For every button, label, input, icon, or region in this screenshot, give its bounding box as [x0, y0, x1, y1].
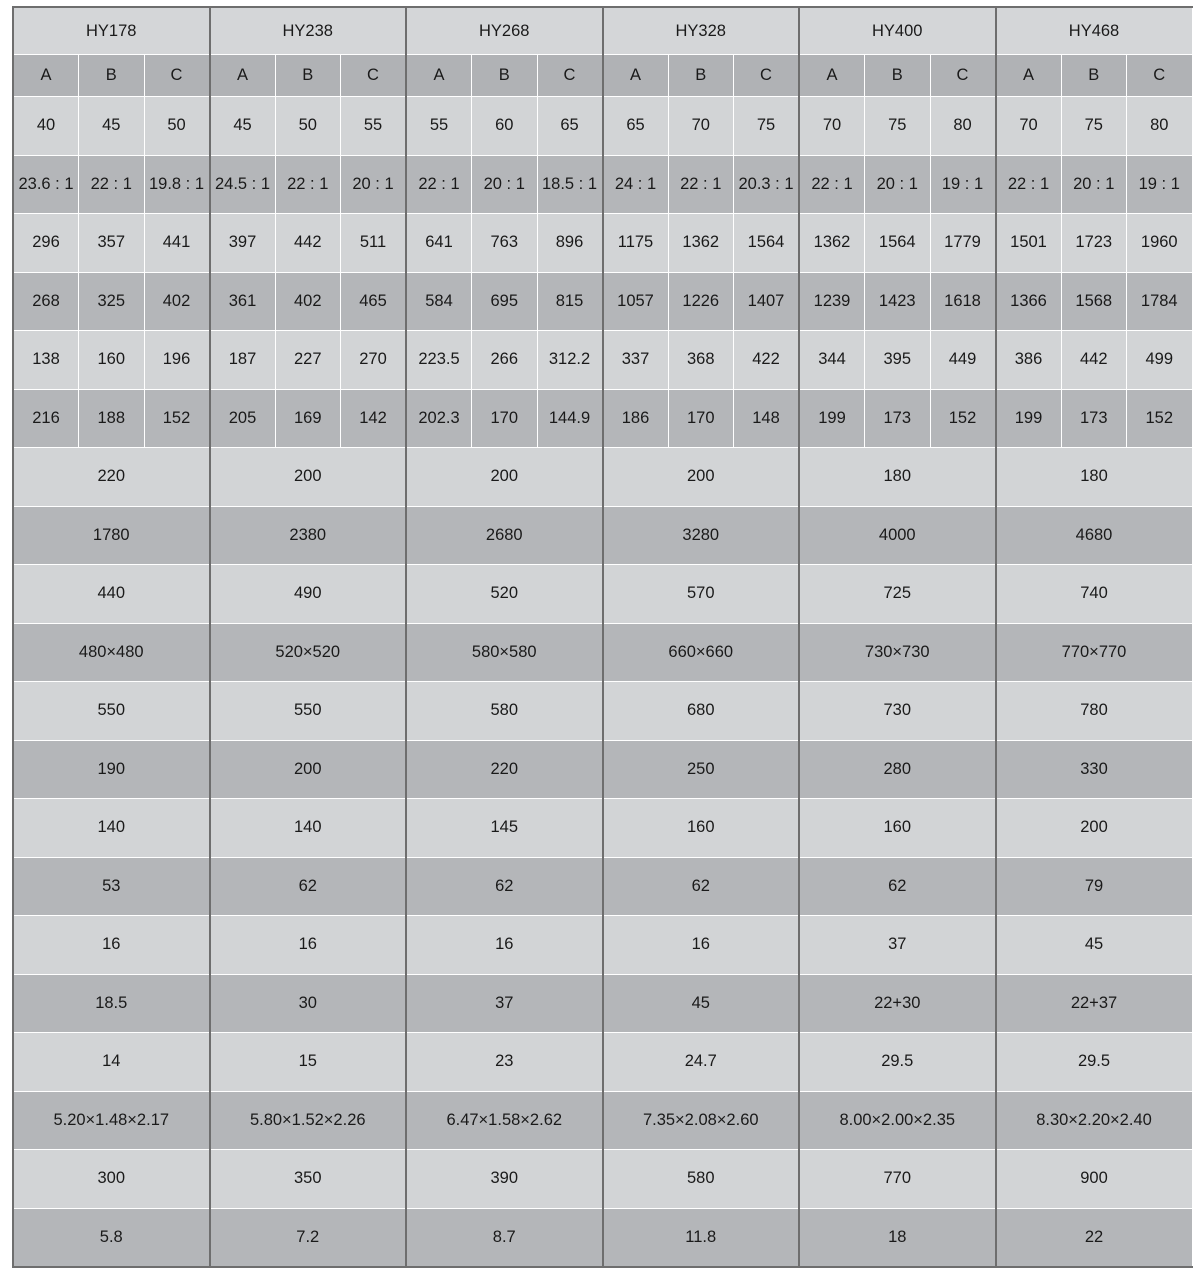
- table-cell: 1226: [668, 272, 734, 331]
- table-cell: 148: [734, 389, 800, 448]
- table-cell: 20 : 1: [1061, 155, 1127, 214]
- table-row: [13, 799, 1192, 858]
- table-cell: 2680: [406, 506, 603, 565]
- table-cell: 200: [603, 448, 800, 507]
- table-cell: 5.80×1.52×2.26: [210, 1091, 407, 1150]
- table-cell: 580×580: [406, 623, 603, 682]
- table-cell: 520: [406, 565, 603, 624]
- table-cell: 173: [865, 389, 931, 448]
- table-cell: 7.2: [210, 1208, 407, 1267]
- table-cell: 45: [603, 974, 800, 1033]
- table-cell: 220: [13, 448, 210, 507]
- model-header: HY178: [13, 7, 210, 55]
- table-cell: 22: [996, 1208, 1193, 1267]
- table-cell: 402: [275, 272, 341, 331]
- table-cell: 11.8: [603, 1208, 800, 1267]
- table-cell: 142: [341, 389, 407, 448]
- table-cell: 75: [865, 97, 931, 156]
- table-cell: 280: [799, 740, 996, 799]
- spec-table: [12, 6, 1193, 1268]
- table-cell: 188: [79, 389, 145, 448]
- table-cell: 5.20×1.48×2.17: [13, 1091, 210, 1150]
- table-cell: 24 : 1: [603, 155, 669, 214]
- table-cell: 37: [406, 974, 603, 1033]
- table-cell: 442: [1061, 331, 1127, 390]
- table-cell: 138: [13, 331, 79, 390]
- table-cell: 1423: [865, 272, 931, 331]
- table-cell: 19 : 1: [1127, 155, 1193, 214]
- table-cell: 344: [799, 331, 865, 390]
- model-header: HY268: [406, 7, 603, 55]
- table-cell: 30: [210, 974, 407, 1033]
- table-cell: 186: [603, 389, 669, 448]
- model-header: HY468: [996, 7, 1193, 55]
- table-cell: 511: [341, 214, 407, 273]
- table-cell: 442: [275, 214, 341, 273]
- table-cell: 4000: [799, 506, 996, 565]
- table-cell: 1723: [1061, 214, 1127, 273]
- table-row: [13, 155, 1192, 214]
- table-cell: 18.5: [13, 974, 210, 1033]
- table-cell: 441: [144, 214, 210, 273]
- table-cell: 152: [930, 389, 996, 448]
- table-cell: 223.5: [406, 331, 472, 390]
- table-cell: 580: [406, 682, 603, 741]
- table-cell: 62: [210, 857, 407, 916]
- table-cell: 199: [996, 389, 1062, 448]
- table-cell: 8.30×2.20×2.40: [996, 1091, 1193, 1150]
- table-cell: 3280: [603, 506, 800, 565]
- model-header-row: [13, 7, 1192, 55]
- table-row: [13, 565, 1192, 624]
- table-cell: 1568: [1061, 272, 1127, 331]
- table-cell: 22 : 1: [799, 155, 865, 214]
- table-row: [13, 506, 1192, 565]
- table-cell: 50: [144, 97, 210, 156]
- table-row: [13, 97, 1192, 156]
- table-cell: 15: [210, 1033, 407, 1092]
- table-row: [13, 974, 1192, 1033]
- table-cell: 725: [799, 565, 996, 624]
- table-cell: 40: [13, 97, 79, 156]
- table-cell: 1175: [603, 214, 669, 273]
- table-cell: 266: [472, 331, 538, 390]
- table-cell: 1057: [603, 272, 669, 331]
- table-cell: 402: [144, 272, 210, 331]
- table-cell: 1239: [799, 272, 865, 331]
- table-cell: 330: [996, 740, 1193, 799]
- table-cell: 29.5: [996, 1033, 1193, 1092]
- table-cell: 216: [13, 389, 79, 448]
- table-cell: 780: [996, 682, 1193, 741]
- variant-header: C: [341, 55, 407, 97]
- table-cell: 440: [13, 565, 210, 624]
- table-cell: 763: [472, 214, 538, 273]
- table-row: [13, 331, 1192, 390]
- variant-header: B: [79, 55, 145, 97]
- variant-header: B: [1061, 55, 1127, 97]
- table-cell: 4680: [996, 506, 1193, 565]
- table-cell: 20 : 1: [341, 155, 407, 214]
- table-cell: 770×770: [996, 623, 1193, 682]
- table-cell: 24.7: [603, 1033, 800, 1092]
- table-cell: 16: [406, 916, 603, 975]
- table-cell: 60: [472, 97, 538, 156]
- table-cell: 145: [406, 799, 603, 858]
- table-cell: 18.5 : 1: [537, 155, 603, 214]
- table-cell: 422: [734, 331, 800, 390]
- table-cell: 75: [1061, 97, 1127, 156]
- table-cell: 37: [799, 916, 996, 975]
- table-cell: 144.9: [537, 389, 603, 448]
- table-cell: 390: [406, 1150, 603, 1209]
- table-cell: 1780: [13, 506, 210, 565]
- table-cell: 730×730: [799, 623, 996, 682]
- table-cell: 16: [210, 916, 407, 975]
- table-cell: 200: [996, 799, 1193, 858]
- table-cell: 896: [537, 214, 603, 273]
- table-cell: 22 : 1: [668, 155, 734, 214]
- variant-header: B: [472, 55, 538, 97]
- table-cell: 20 : 1: [472, 155, 538, 214]
- table-cell: 1366: [996, 272, 1062, 331]
- table-cell: 1779: [930, 214, 996, 273]
- table-cell: 199: [799, 389, 865, 448]
- table-row: [13, 1091, 1192, 1150]
- variant-header: B: [668, 55, 734, 97]
- table-cell: 5.8: [13, 1208, 210, 1267]
- table-row: [13, 1150, 1192, 1209]
- table-cell: 62: [406, 857, 603, 916]
- table-cell: 815: [537, 272, 603, 331]
- table-cell: 180: [996, 448, 1193, 507]
- table-cell: 70: [668, 97, 734, 156]
- table-cell: 202.3: [406, 389, 472, 448]
- variant-header: C: [1127, 55, 1193, 97]
- table-cell: 1501: [996, 214, 1062, 273]
- table-cell: 1784: [1127, 272, 1193, 331]
- table-cell: 65: [603, 97, 669, 156]
- table-cell: 65: [537, 97, 603, 156]
- table-cell: 368: [668, 331, 734, 390]
- table-cell: 1564: [865, 214, 931, 273]
- table-cell: 152: [1127, 389, 1193, 448]
- table-cell: 357: [79, 214, 145, 273]
- table-cell: 45: [996, 916, 1193, 975]
- table-cell: 53: [13, 857, 210, 916]
- table-cell: 169: [275, 389, 341, 448]
- table-cell: 45: [79, 97, 145, 156]
- table-cell: 730: [799, 682, 996, 741]
- variant-header: A: [799, 55, 865, 97]
- table-cell: 24.5 : 1: [210, 155, 276, 214]
- table-cell: 300: [13, 1150, 210, 1209]
- table-cell: 20 : 1: [865, 155, 931, 214]
- table-cell: 740: [996, 565, 1193, 624]
- table-row: [13, 623, 1192, 682]
- table-cell: 62: [799, 857, 996, 916]
- table-cell: 140: [13, 799, 210, 858]
- table-cell: 160: [799, 799, 996, 858]
- table-cell: 2380: [210, 506, 407, 565]
- table-cell: 584: [406, 272, 472, 331]
- table-cell: 22+30: [799, 974, 996, 1033]
- table-cell: 1407: [734, 272, 800, 331]
- variant-header: C: [144, 55, 210, 97]
- table-cell: 680: [603, 682, 800, 741]
- table-cell: 465: [341, 272, 407, 331]
- table-cell: 270: [341, 331, 407, 390]
- table-cell: 205: [210, 389, 276, 448]
- table-cell: 19.8 : 1: [144, 155, 210, 214]
- table-cell: 140: [210, 799, 407, 858]
- table-cell: 45: [210, 97, 276, 156]
- variant-header: A: [406, 55, 472, 97]
- table-cell: 170: [668, 389, 734, 448]
- table-cell: 55: [406, 97, 472, 156]
- table-row: [13, 448, 1192, 507]
- table-row: [13, 389, 1192, 448]
- table-cell: 695: [472, 272, 538, 331]
- table-cell: 296: [13, 214, 79, 273]
- table-cell: 80: [930, 97, 996, 156]
- table-cell: 79: [996, 857, 1193, 916]
- table-cell: 75: [734, 97, 800, 156]
- table-cell: 152: [144, 389, 210, 448]
- table-cell: 1362: [668, 214, 734, 273]
- table-cell: 187: [210, 331, 276, 390]
- table-cell: 550: [13, 682, 210, 741]
- table-cell: 62: [603, 857, 800, 916]
- table-cell: 1618: [930, 272, 996, 331]
- table-cell: 16: [13, 916, 210, 975]
- table-cell: 70: [799, 97, 865, 156]
- table-cell: 900: [996, 1150, 1193, 1209]
- model-header: HY328: [603, 7, 800, 55]
- table-cell: 190: [13, 740, 210, 799]
- table-cell: 7.35×2.08×2.60: [603, 1091, 800, 1150]
- variant-header: C: [930, 55, 996, 97]
- table-cell: 18: [799, 1208, 996, 1267]
- table-cell: 22 : 1: [406, 155, 472, 214]
- table-row: [13, 1208, 1192, 1267]
- table-cell: 160: [79, 331, 145, 390]
- table-cell: 220: [406, 740, 603, 799]
- table-cell: 70: [996, 97, 1062, 156]
- table-cell: 660×660: [603, 623, 800, 682]
- table-cell: 1362: [799, 214, 865, 273]
- table-cell: 386: [996, 331, 1062, 390]
- table-cell: 227: [275, 331, 341, 390]
- table-cell: 180: [799, 448, 996, 507]
- table-cell: 19 : 1: [930, 155, 996, 214]
- table-cell: 6.47×1.58×2.62: [406, 1091, 603, 1150]
- table-row: [13, 272, 1192, 331]
- table-cell: 80: [1127, 97, 1193, 156]
- table-cell: 570: [603, 565, 800, 624]
- table-cell: 337: [603, 331, 669, 390]
- table-cell: 480×480: [13, 623, 210, 682]
- table-row: [13, 214, 1192, 273]
- table-cell: 200: [210, 448, 407, 507]
- table-cell: 641: [406, 214, 472, 273]
- variant-header: A: [210, 55, 276, 97]
- table-cell: 250: [603, 740, 800, 799]
- variant-header: A: [13, 55, 79, 97]
- table-cell: 395: [865, 331, 931, 390]
- table-cell: 1564: [734, 214, 800, 273]
- variant-header: C: [734, 55, 800, 97]
- table-cell: 22 : 1: [996, 155, 1062, 214]
- table-cell: 14: [13, 1033, 210, 1092]
- table-cell: 1960: [1127, 214, 1193, 273]
- table-cell: 268: [13, 272, 79, 331]
- table-row: [13, 916, 1192, 975]
- table-cell: 196: [144, 331, 210, 390]
- table-row: [13, 740, 1192, 799]
- table-row: [13, 1033, 1192, 1092]
- table-cell: 23.6 : 1: [13, 155, 79, 214]
- table-cell: 16: [603, 916, 800, 975]
- table-cell: 50: [275, 97, 341, 156]
- table-cell: 8.7: [406, 1208, 603, 1267]
- table-cell: 499: [1127, 331, 1193, 390]
- table-cell: 200: [210, 740, 407, 799]
- variant-header: B: [865, 55, 931, 97]
- table-cell: 200: [406, 448, 603, 507]
- table-row: [13, 857, 1192, 916]
- table-cell: 312.2: [537, 331, 603, 390]
- table-cell: 160: [603, 799, 800, 858]
- table-cell: 8.00×2.00×2.35: [799, 1091, 996, 1150]
- table-cell: 325: [79, 272, 145, 331]
- model-header: HY238: [210, 7, 407, 55]
- table-cell: 173: [1061, 389, 1127, 448]
- table-cell: 350: [210, 1150, 407, 1209]
- table-cell: 520×520: [210, 623, 407, 682]
- table-cell: 22 : 1: [275, 155, 341, 214]
- table-cell: 20.3 : 1: [734, 155, 800, 214]
- table-cell: 29.5: [799, 1033, 996, 1092]
- table-cell: 770: [799, 1150, 996, 1209]
- table-cell: 55: [341, 97, 407, 156]
- table-row: [13, 682, 1192, 741]
- table-cell: 22+37: [996, 974, 1193, 1033]
- variant-header: B: [275, 55, 341, 97]
- table-cell: 170: [472, 389, 538, 448]
- table-cell: 580: [603, 1150, 800, 1209]
- table-cell: 490: [210, 565, 407, 624]
- variant-header: C: [537, 55, 603, 97]
- table-cell: 550: [210, 682, 407, 741]
- table-cell: 361: [210, 272, 276, 331]
- variant-header: A: [603, 55, 669, 97]
- variant-header-row: [13, 55, 1192, 97]
- table-cell: 22 : 1: [79, 155, 145, 214]
- table-cell: 23: [406, 1033, 603, 1092]
- table-cell: 449: [930, 331, 996, 390]
- table-cell: 397: [210, 214, 276, 273]
- variant-header: A: [996, 55, 1062, 97]
- model-header: HY400: [799, 7, 996, 55]
